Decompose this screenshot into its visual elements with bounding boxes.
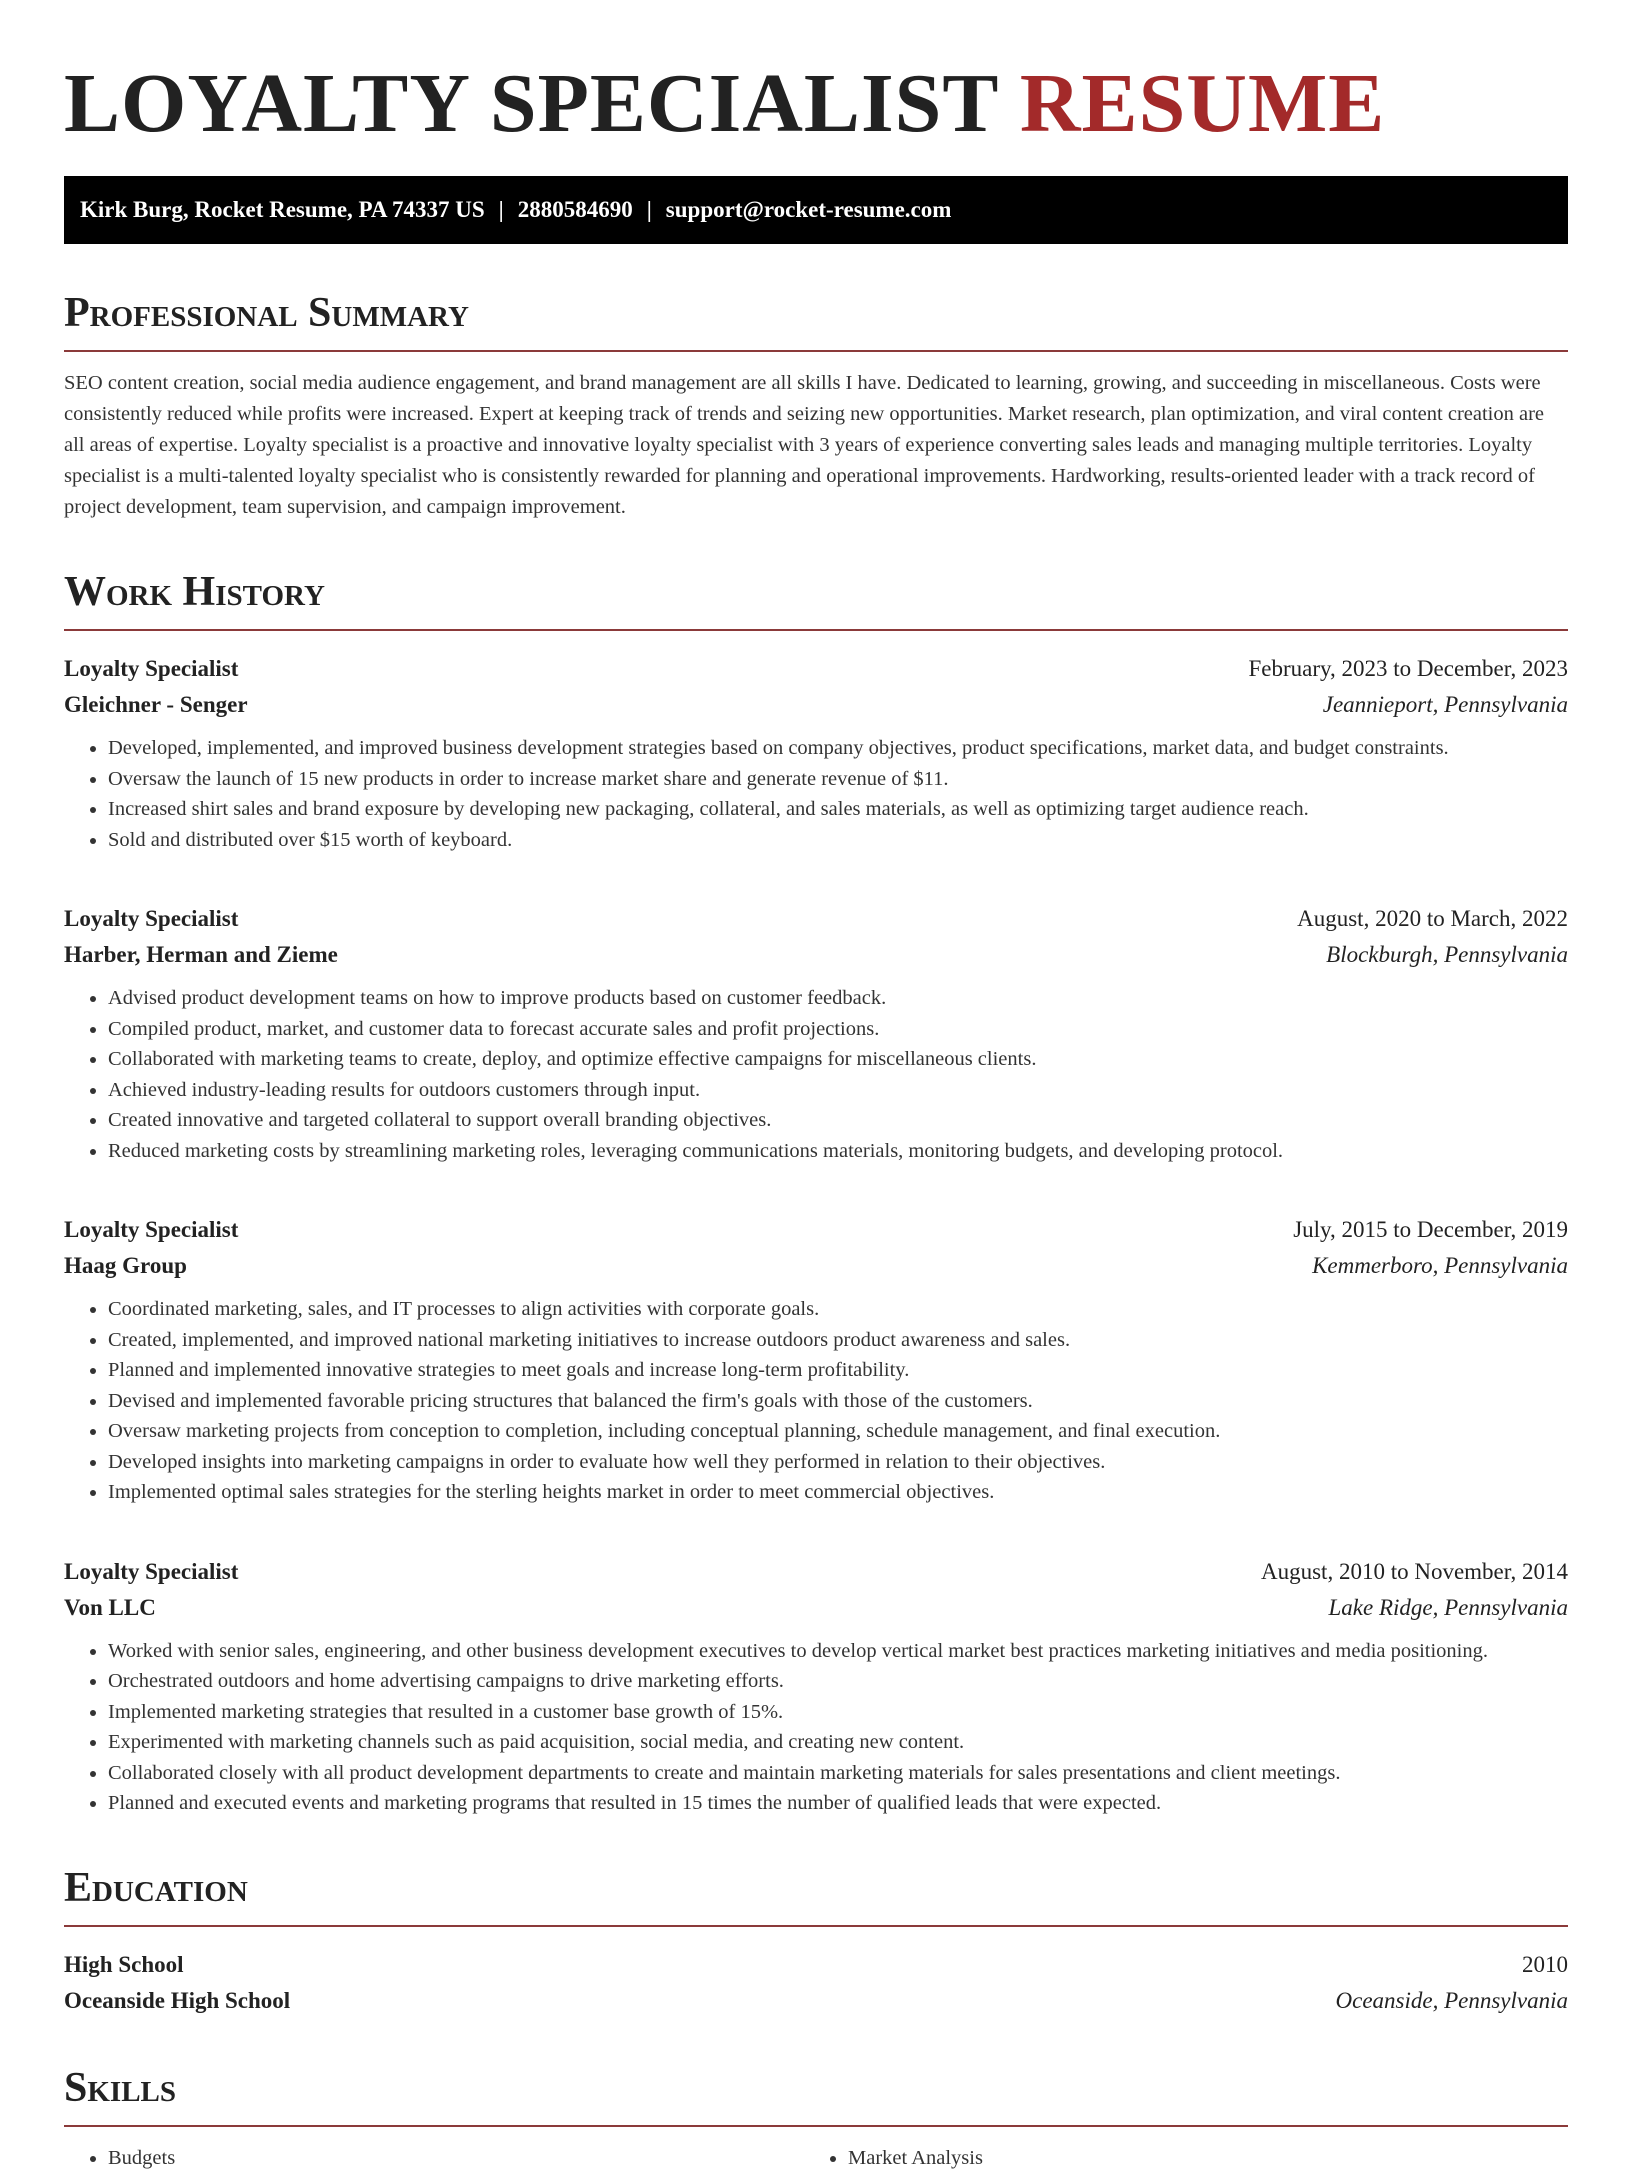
list-item: • Planned and executed events and marketing programs that resulted in 15 times the number of qualified leads that were expected. [108,1788,1568,1819]
job-header-row [64,901,1568,937]
skill-item: • Market Analysis [848,2143,1544,2173]
job-header-row [64,1212,1568,1248]
job-entry [64,1212,1568,1508]
education-school: Oceanside High School [64,1983,290,2019]
skills-section [64,2063,1568,2173]
resume-title-accent: RESUME [1020,57,1385,150]
education-school-row [64,1983,1568,2019]
job-bullets [64,733,1568,855]
list-item: • Coordinated marketing, sales, and IT processes to align activities with corporate goals. [108,1294,1568,1325]
education-header-row [64,1947,1568,1983]
job-company-row [64,937,1568,973]
job-company: Von LLC [64,1590,156,1626]
professional-summary-section [64,288,1568,523]
job-dates: August, 2010 to November, 2014 [1261,1554,1568,1590]
job-dates: February, 2023 to December, 2023 [1249,651,1569,687]
work-history-section [64,567,1568,1819]
list-item: • Collaborated with marketing teams to create, deploy, and optimize effective campaigns for miscellaneous clients. [108,1044,1568,1075]
education-section [64,1863,1568,2019]
list-item: • Devised and implemented favorable pricing structures that balanced the firm's goals with those of the customers. [108,1386,1568,1417]
list-item: • Advised product development teams on how to improve products based on customer feedback. [108,983,1568,1014]
list-item: • Achieved industry-leading results for outdoors customers through input. [108,1075,1568,1106]
skills-column [804,2143,1544,2173]
job-title: Loyalty Specialist [64,1554,238,1590]
list-item: • Implemented optimal sales strategies for the sterling heights market in order to meet commercial objectives. [108,1477,1568,1508]
job-dates: August, 2020 to March, 2022 [1297,901,1568,937]
list-item: • Compiled product, market, and customer data to forecast accurate sales and profit projections. [108,1014,1568,1045]
section-heading: Education [64,1863,1568,1927]
job-header-row [64,1554,1568,1590]
skills-column [64,2143,804,2173]
job-company-row [64,1248,1568,1284]
contact-separator: | [485,197,518,222]
education-degree: High School [64,1947,184,1983]
job-dates: July, 2015 to December, 2019 [1293,1212,1568,1248]
list-item: • Planned and implemented innovative strategies to meet goals and increase long-term profitability. [108,1355,1568,1386]
resume-title-main: LOYALTY SPECIALIST [64,57,998,150]
summary-text: SEO content creation, social media audience engagement, and brand management are all skills I have. Dedicated to learning, growing, and succeeding in miscellaneous. Costs were consistently reduced while profits were increased. Expert at keeping track of trends and seizing new opportunities. Market research, plan optimization, and viral content creation are all areas of expertise. Loyalty specialist is a proactive and innovative loyalty specialist with 3 years of experience converting sales leads and managing multiple territories. Loyalty specialist is a multi-talented loyalty specialist who is consistently rewarded for planning and operational improvements. Hardworking, results-oriented leader with a track record of project development, team supervision, and campaign improvement. [64,368,1568,523]
education-entry [64,1947,1568,2019]
contact-phone: 2880584690 [518,197,633,222]
section-heading: Skills [64,2063,1568,2127]
education-location: Oceanside, Pennsylvania [1336,1983,1568,2019]
list-item: • Worked with senior sales, engineering, and other business development executives to develop vertical market best practices marketing initiatives and media positioning. [108,1636,1568,1667]
job-company: Haag Group [64,1248,187,1284]
list-item: • Oversaw the launch of 15 new products in order to increase market share and generate revenue of $11. [108,764,1568,795]
section-heading: Professional Summary [64,288,1568,352]
job-title: Loyalty Specialist [64,1212,238,1248]
contact-email: support@rocket-resume.com [666,197,952,222]
job-bullets [64,1294,1568,1508]
list-item: • Created innovative and targeted collateral to support overall branding objectives. [108,1105,1568,1136]
list-item: • Developed, implemented, and improved business development strategies based on company objectives, product specifications, market data, and budget constraints. [108,733,1568,764]
education-year: 2010 [1522,1947,1568,1983]
skill-item: • Budgets [108,2143,804,2173]
job-company: Harber, Herman and Zieme [64,937,338,973]
list-item: • Increased shirt sales and brand exposure by developing new packaging, collateral, and sales materials, as well as optimizing target audience reach. [108,794,1568,825]
job-bullets [64,983,1568,1166]
contact-separator: | [633,197,666,222]
contact-bar [64,176,1568,244]
job-header-row [64,651,1568,687]
list-item: • Sold and distributed over $15 worth of keyboard. [108,825,1568,856]
section-heading: Work History [64,567,1568,631]
list-item: • Experimented with marketing channels such as paid acquisition, social media, and creating new content. [108,1727,1568,1758]
job-location: Blockburgh, Pennsylvania [1326,937,1568,973]
job-entry [64,901,1568,1166]
job-entry [64,1554,1568,1819]
job-title: Loyalty Specialist [64,901,238,937]
skills-grid [64,2143,1568,2173]
list-item: • Orchestrated outdoors and home advertising campaigns to drive marketing efforts. [108,1666,1568,1697]
job-company-row [64,1590,1568,1626]
job-company: Gleichner - Senger [64,687,248,723]
list-item: • Implemented marketing strategies that resulted in a customer base growth of 15%. [108,1697,1568,1728]
job-location: Jeannieport, Pennsylvania [1323,687,1568,723]
list-item: • Collaborated closely with all product development departments to create and maintain marketing materials for sales presentations and client meetings. [108,1758,1568,1789]
list-item: • Oversaw marketing projects from conception to completion, including conceptual planning, schedule management, and final execution. [108,1416,1568,1447]
resume-title [64,54,1568,154]
job-company-row [64,687,1568,723]
job-entry [64,651,1568,855]
contact-address: Kirk Burg, Rocket Resume, PA 74337 US [80,197,485,222]
list-item: • Developed insights into marketing campaigns in order to evaluate how well they performed in relation to their objectives. [108,1447,1568,1478]
job-title: Loyalty Specialist [64,651,238,687]
list-item: • Reduced marketing costs by streamlining marketing roles, leveraging communications materials, monitoring budgets, and developing protocol. [108,1136,1568,1167]
job-location: Kemmerboro, Pennsylvania [1312,1248,1568,1284]
job-bullets [64,1636,1568,1819]
list-item: • Created, implemented, and improved national marketing initiatives to increase outdoors product awareness and sales. [108,1325,1568,1356]
job-location: Lake Ridge, Pennsylvania [1328,1590,1568,1626]
